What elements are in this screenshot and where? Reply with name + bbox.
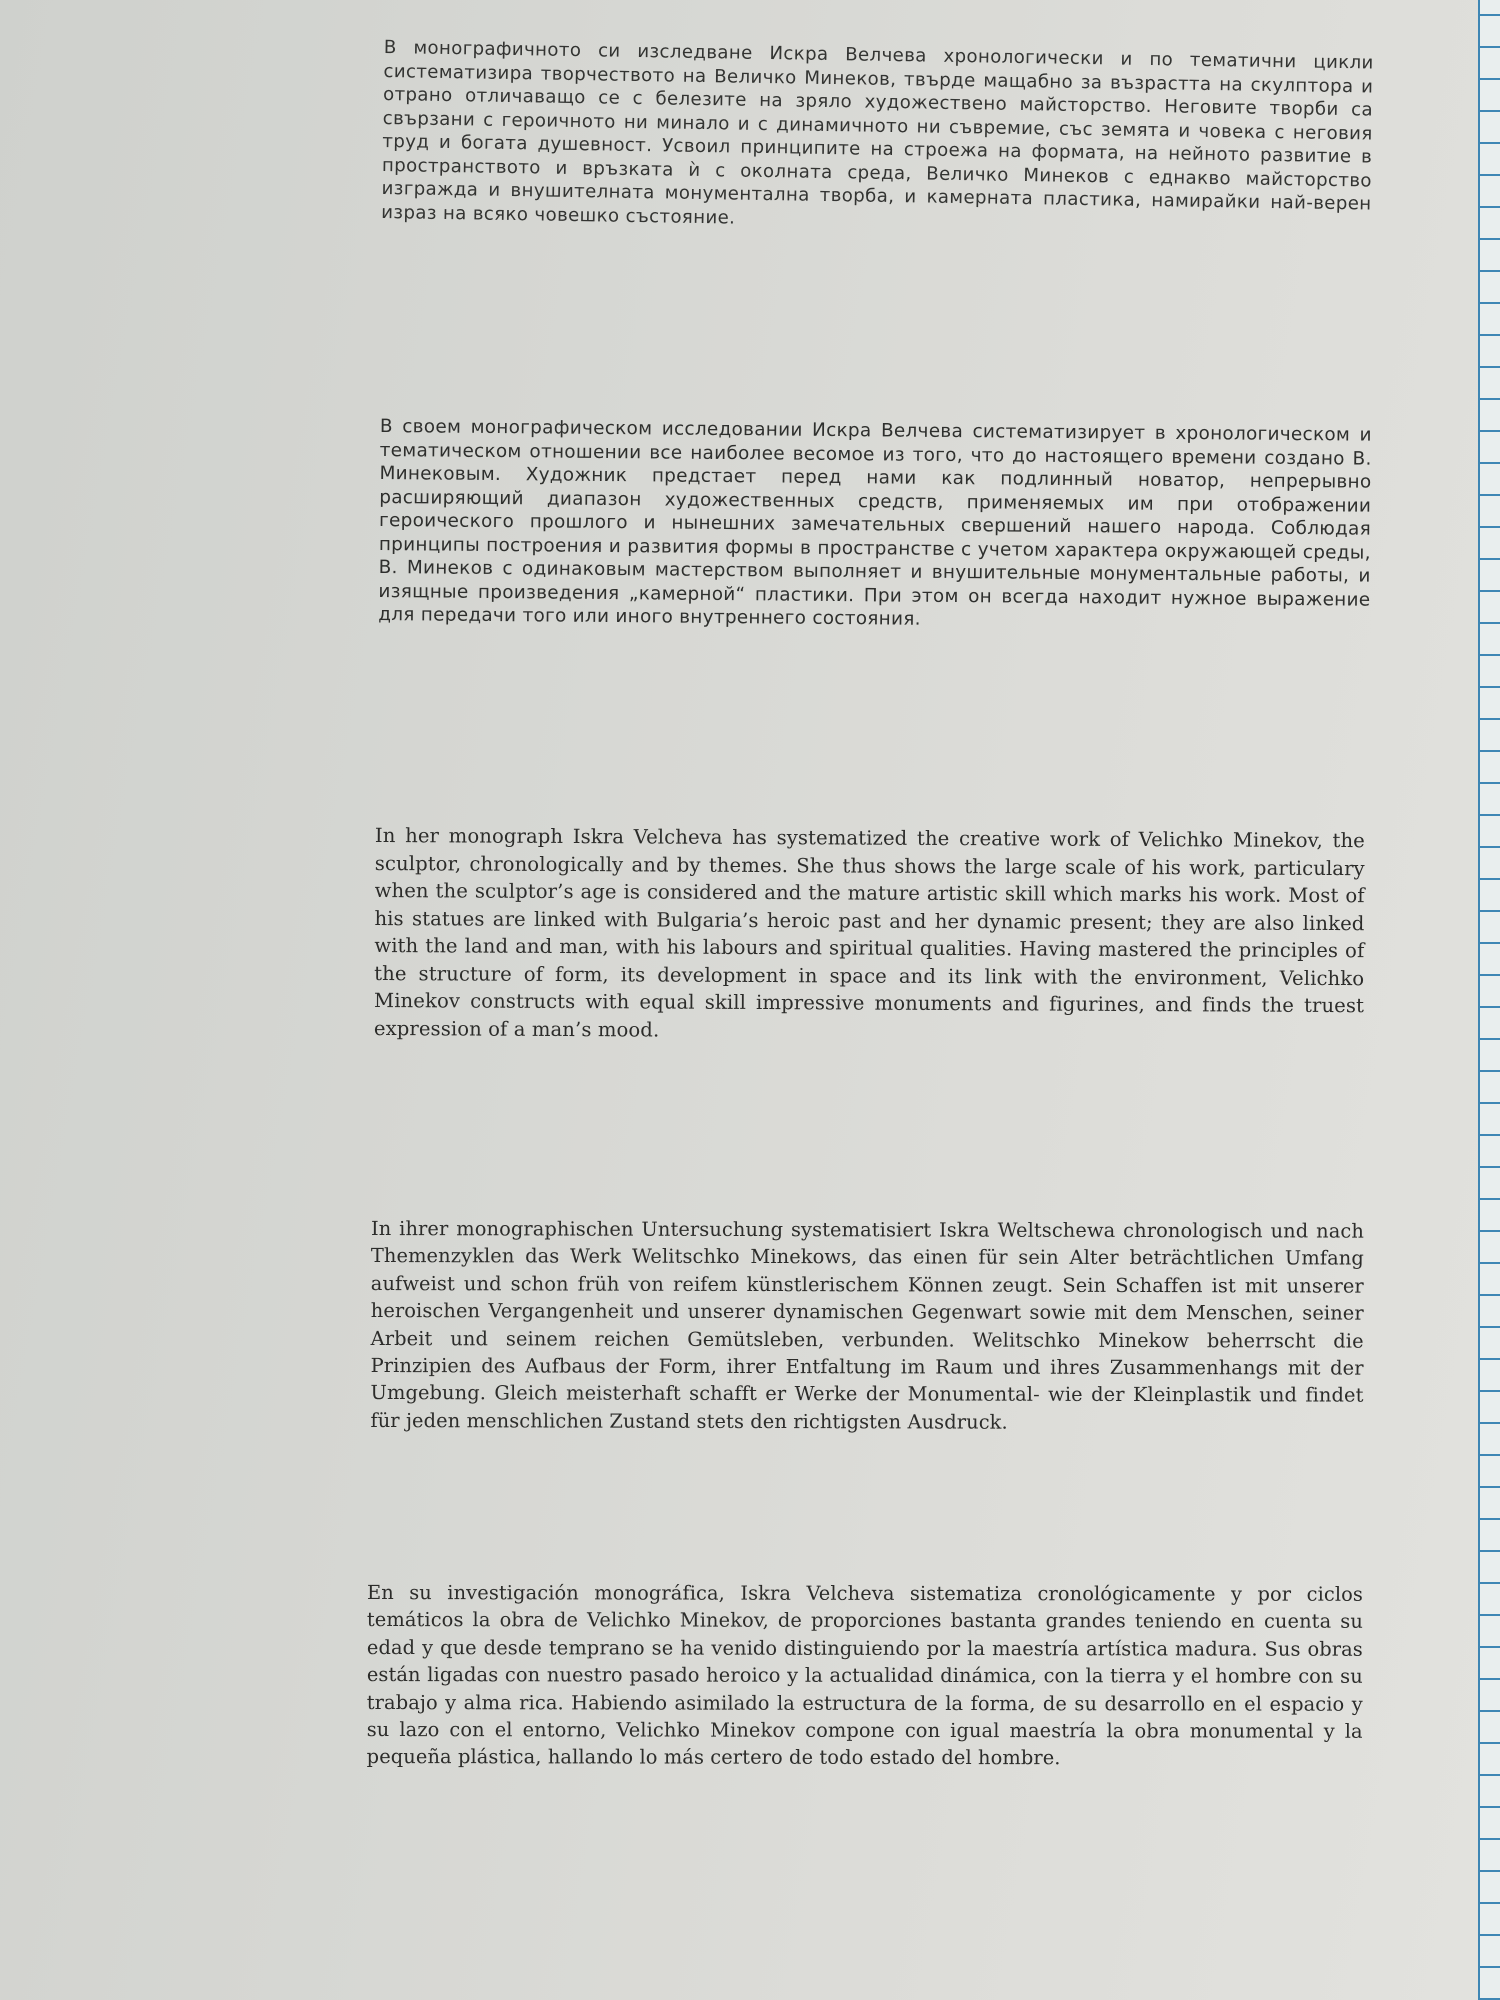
paragraph-bulgarian: В монографичното си изследване Искра Велчева хронологически и по тематични цикли систематизира творчеството на Величко Минеков, твърде мащабно за възрастта на скулптора и отрано отличаващо се с белезите на зряло художествено майсторство. Неговите творби са свързани с героичното ни минало и с динамичното ни съвремие, със земята и човека с неговия труд и богата душевност. Усвоил принципите на строежа на формата, на нейното развитие в пространството и връзката ѝ с околната среда, Величко Минеков с еднакво майсторство изгражда и внушителната монументална творба, и камерната пластика, намирайки най-верен израз на всяко човешко състояние.	[381, 36, 1374, 229]
paragraph-german: In ihrer monographischen Untersuchung systematisiert Iskra Weltschewa chronologisch und nach Themenzyklen das Werk Welitschko Minekows, das einen für sein Alter beträchtlichen Umfang aufweist und schon früh von reifem künstlerischem Können zeugt. Sein Schaffen ist mit unserer heroischen Vergangenheit und unserer dynamischen Gegenwart sowie mit dem Menschen, seiner Arbeit und seinem reichen Gemütsleben, verbunden. Welitschko Minekow beherrscht die Prinzipien des Aufbaus der Form, ihrer Entfaltung im Raum und ihres Zusammenhangs mit der Umgebung. Gleich meisterhaft schafft er Werke der Monumental- wie der Kleinplastik und findet für jeden menschlichen Zustand stets den richtigsten Ausdruck.	[370, 1217, 1364, 1434]
paragraph-spanish: En su investigación monográfica, Iskra Velcheva sistematiza cronológicamente y por ciclos temáticos la obra de Velichko Minekov, de proporciones bastanta grandes teniendo en cuenta su edad y que desde temprano se ha venido distinguiendo por la maestría artística madura. Sus obras están ligadas con nuestro pasado heroico y la actualidad dinámica, con la tierra y el hombre con su trabajo y alma rica. Habiendo asimilado la estructura de la forma, de su desarrollo en el espacio y su lazo con el entorno, Velichko Minekov compone con igual maestría la obra monumental y la pequeña plástica, hallando lo más certero de todo estado del hombre.	[366, 1581, 1363, 1770]
paragraph-english: In her monograph Iskra Velcheva has systematized the creative work of Velichko Minekov, the sculptor, chronologically and by themes. She thus shows the large scale of his work, particulary when the sculptor’s age is considered and the mature artistic skill which marks his work. Most of his statues are linked with Bulgaria’s heroic past and her dynamic present; they are also linked with the land and man, with his labours and spiritual qualities. Having mastered the principles of the structure of form, its development in space and its link with the environment, Velichko Minekov constructs with equal skill impressive monuments and figurines, and finds the truest expression of a man’s mood.	[373, 824, 1365, 1041]
paragraph-russian: В своем монографическом исследовании Искра Велчева систематизирует в хронологическом и тематическом отношении все наиболее весомое из того, что до настоящего времени создано В. Минековым. Художник предстает перед нами как подлинный новатор, непрерывно расширяющий диапазон художественных средств, применяемых им при отображении героического прошлого и нынешних замечательных свершений нашего народа. Соблюдая принципы построения и развития формы в пространстве с учетом характера окружающей среды, В. Минеков с одинаковым мастерством выполняет и внушительные монументальные работы, и изящные произведения „камерной“ пластики. При этом он всегда находит нужное выражение для передачи того или иного внутреннего состояния.	[378, 415, 1372, 630]
cutting-mat-edge	[1478, 0, 1500, 2000]
